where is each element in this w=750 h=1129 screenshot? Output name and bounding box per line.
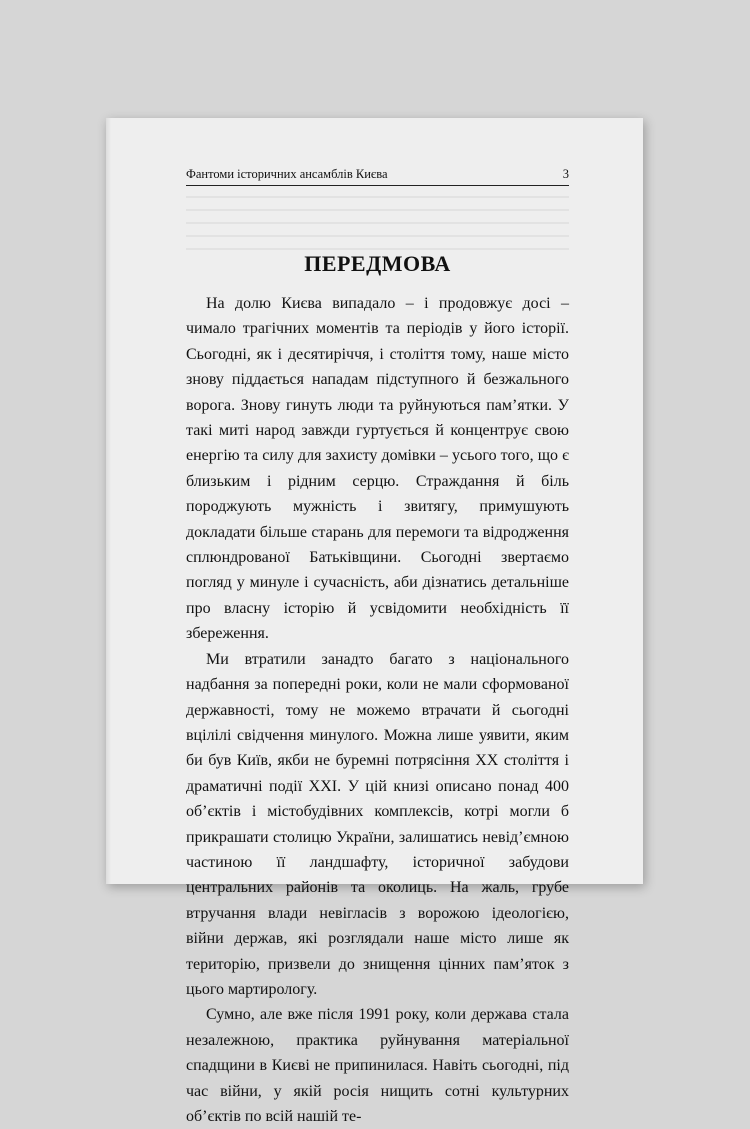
running-header [186,167,569,186]
show-through-text [186,196,569,256]
paragraph: Сумно, але вже після 1991 року, коли держава стала незалежною, практика руйнування матеріальної спадщини в Києві не припинилася. Навіть сьогодні, під час війни, у якій росія нищить сотні культурних об’єктів по всій нашій те- [186,1006,569,1125]
page-number: 3 [562,167,569,181]
paragraph: На долю Києва випадало – і продовжує досі – чимало трагічних моментів та періодів у його історії. Сьогодні, як і десятиріччя, і століття тому, наше місто знову піддається нападам підступного й безжального ворога. Знову гинуть люди та руйнуються пам’ятки. У такі миті народ завжди гуртується й концентрує свою енергію та силу для захисту домівки – усього того, що є близьким і рідним серцю. Страждання й біль породжують мужність і звитягу, примушують докладати більше старань для перемоги та відродження сплюндрованої Батьківщини. Сьогодні звертаємо погляд у минуле і сучасність, аби дізнатись детальніше про власну історію й усвідомити необхідність її збереження. [186,295,569,643]
page-spine-edge [106,118,111,884]
paragraph: Ми втратили занадто багато з національного надбання за попередні роки, коли не мали сформованої державності, тому не можемо втрачати й сьогодні вцілілі свідчення минулого. Можна лише уявити, яким би був Київ, якби не буремні потрясіння XX століття і драматичні події XXI. У цій книзі описано понад 400 об’єктів і містобудівних комплексів, котрі могли б прикрашати столицю України, залишатись невід’ємною частиною її ландшафту, історичної забудови центральних районів та околиць. На жаль, грубе втручання влади невігласів з ворожою ідеологією, війни держав, які розглядали наше місто лише як територію, призвели до знищення цінних пам’яток з цього мартирологу. [186,650,569,998]
book-page [106,118,643,1125]
body-text [186,291,569,1129]
running-title: Фантоми історичних ансамблів Києва [186,167,388,181]
chapter-title: ПЕРЕДМОВА [304,251,451,276]
